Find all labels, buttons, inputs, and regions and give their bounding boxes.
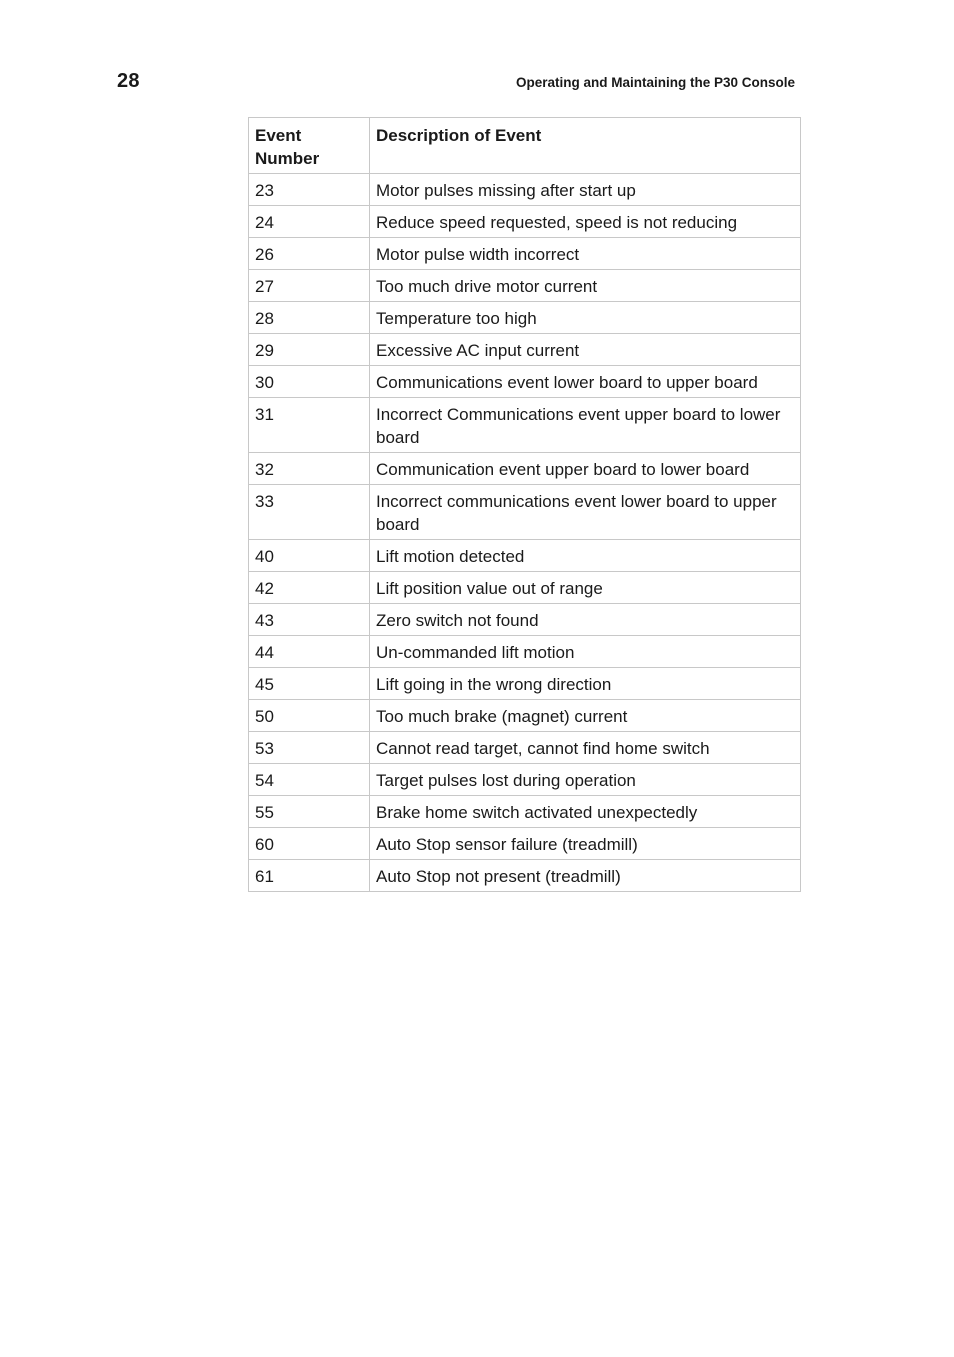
event-table-header bbox=[249, 118, 801, 174]
event-description-cell: Lift going in the wrong direction bbox=[370, 668, 801, 700]
event-number-cell: 44 bbox=[249, 636, 370, 668]
event-number-cell: 53 bbox=[249, 732, 370, 764]
running-header-title: Operating and Maintaining the P30 Console bbox=[515, 75, 795, 90]
event-number-cell: 27 bbox=[249, 270, 370, 302]
event-description-cell: Temperature too high bbox=[370, 302, 801, 334]
event-number-cell: 23 bbox=[249, 174, 370, 206]
table-row bbox=[249, 453, 801, 485]
table-row bbox=[249, 860, 801, 892]
event-description-cell: Too much brake (magnet) current bbox=[370, 700, 801, 732]
table-row bbox=[249, 668, 801, 700]
event-description-cell: Auto Stop sensor failure (treadmill) bbox=[370, 828, 801, 860]
event-description-cell: Zero switch not found bbox=[370, 604, 801, 636]
table-row bbox=[249, 334, 801, 366]
table-row bbox=[249, 206, 801, 238]
table-row bbox=[249, 764, 801, 796]
event-number-cell: 26 bbox=[249, 238, 370, 270]
event-number-cell: 50 bbox=[249, 700, 370, 732]
page-number: 28 bbox=[117, 70, 140, 92]
event-description-cell: Incorrect communications event lower board to upper board bbox=[370, 485, 801, 540]
event-description-cell: Auto Stop not present (treadmill) bbox=[370, 860, 801, 892]
event-number-cell: 60 bbox=[249, 828, 370, 860]
table-row bbox=[249, 366, 801, 398]
table-row bbox=[249, 732, 801, 764]
event-number-cell: 33 bbox=[249, 485, 370, 540]
event-description-cell: Lift motion detected bbox=[370, 540, 801, 572]
column-header-description: Description of Event bbox=[370, 118, 801, 174]
table-row bbox=[249, 636, 801, 668]
table-row bbox=[249, 828, 801, 860]
event-description-cell: Reduce speed requested, speed is not reducing bbox=[370, 206, 801, 238]
table-row bbox=[249, 796, 801, 828]
table-row bbox=[249, 700, 801, 732]
event-number-cell: 31 bbox=[249, 398, 370, 453]
table-header-row bbox=[249, 118, 801, 174]
event-description-cell: Excessive AC input current bbox=[370, 334, 801, 366]
table-row bbox=[249, 174, 801, 206]
event-number-cell: 55 bbox=[249, 796, 370, 828]
column-header-event-number: Event Number bbox=[249, 118, 370, 174]
table-row bbox=[249, 270, 801, 302]
event-number-cell: 43 bbox=[249, 604, 370, 636]
event-table bbox=[248, 117, 801, 892]
event-description-cell: Lift position value out of range bbox=[370, 572, 801, 604]
event-description-cell: Incorrect Communications event upper board to lower board bbox=[370, 398, 801, 453]
event-description-cell: Motor pulse width incorrect bbox=[370, 238, 801, 270]
table-row bbox=[249, 572, 801, 604]
event-description-cell: Communications event lower board to upper board bbox=[370, 366, 801, 398]
event-number-cell: 45 bbox=[249, 668, 370, 700]
event-number-cell: 24 bbox=[249, 206, 370, 238]
event-description-cell: Motor pulses missing after start up bbox=[370, 174, 801, 206]
event-number-cell: 42 bbox=[249, 572, 370, 604]
table-row bbox=[249, 540, 801, 572]
table-row bbox=[249, 604, 801, 636]
event-number-cell: 28 bbox=[249, 302, 370, 334]
table-row bbox=[249, 302, 801, 334]
event-number-cell: 30 bbox=[249, 366, 370, 398]
event-description-cell: Brake home switch activated unexpectedly bbox=[370, 796, 801, 828]
table-row bbox=[249, 238, 801, 270]
event-description-cell: Too much drive motor current bbox=[370, 270, 801, 302]
event-number-cell: 61 bbox=[249, 860, 370, 892]
table-row bbox=[249, 398, 801, 453]
event-number-cell: 40 bbox=[249, 540, 370, 572]
event-description-cell: Communication event upper board to lower board bbox=[370, 453, 801, 485]
table-row bbox=[249, 485, 801, 540]
event-number-cell: 32 bbox=[249, 453, 370, 485]
event-number-cell: 54 bbox=[249, 764, 370, 796]
event-description-cell: Un-commanded lift motion bbox=[370, 636, 801, 668]
event-number-cell: 29 bbox=[249, 334, 370, 366]
event-description-cell: Cannot read target, cannot find home switch bbox=[370, 732, 801, 764]
event-description-cell: Target pulses lost during operation bbox=[370, 764, 801, 796]
event-table-body bbox=[249, 174, 801, 892]
